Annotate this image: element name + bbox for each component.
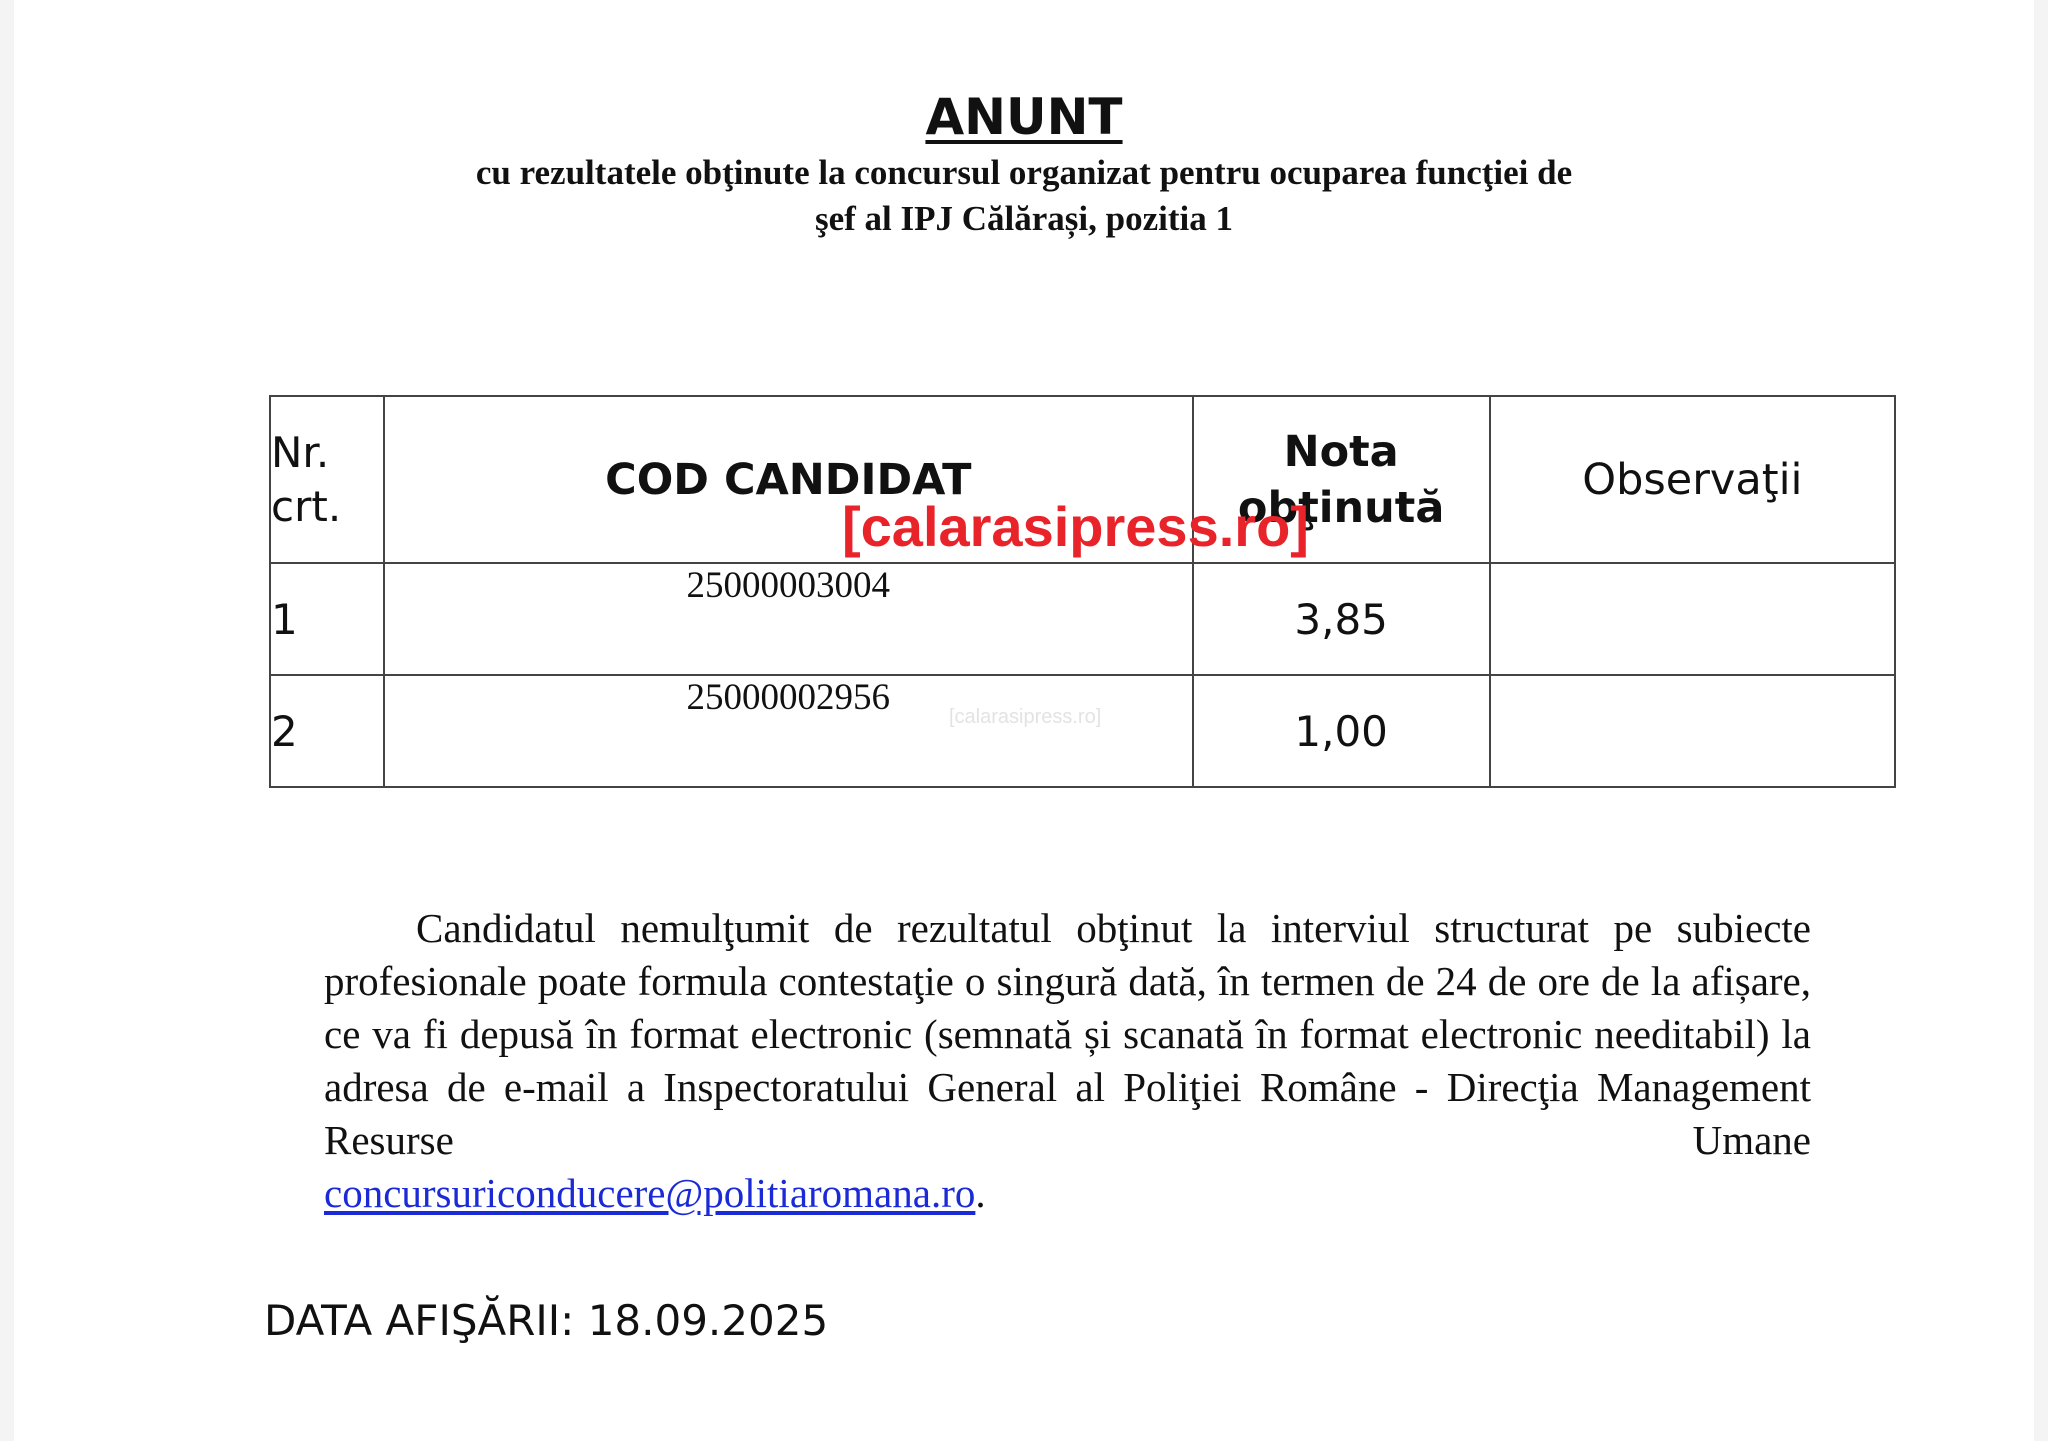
table-row bbox=[270, 675, 1895, 787]
header-observatii: Observaţii bbox=[1490, 396, 1895, 563]
cell-nr: 2 bbox=[270, 675, 384, 787]
email-end-punct: . bbox=[975, 1170, 986, 1216]
date-label: DATA AFIŞĂRII: bbox=[264, 1296, 575, 1345]
header-nota-obtinuta: Nota obţinută bbox=[1193, 396, 1490, 563]
subtitle-line-2: şef al IPJ Călărași, pozitia 1 bbox=[814, 199, 1234, 238]
table-row bbox=[270, 563, 1895, 675]
date-value: 18.09.2025 bbox=[587, 1296, 829, 1345]
document-subtitle bbox=[14, 150, 2034, 242]
cell-cod-candidat: 25000002956 bbox=[384, 675, 1192, 787]
email-line bbox=[324, 1167, 986, 1220]
cell-nota: 1,00 bbox=[1193, 675, 1490, 787]
notice-text: Candidatul nemulţumit de rezultatul obţinut la interviul structurat pe subiecte profesionale poate formula contestaţie o singură dată, în termen de 24 de ore de la afișare, ce va fi depusă în format electronic (semnată și scanată în format electronic needitabil) la adresa de e-mail a Inspectoratului General al Poliţiei Române - Direcţia Management Resurse Umane bbox=[324, 905, 1811, 1163]
cell-observatii bbox=[1490, 675, 1895, 787]
notice-paragraph bbox=[324, 902, 1811, 1167]
watermark-main: [calarasipress.ro] bbox=[842, 495, 1309, 558]
header-nr-crt: Nr. crt. bbox=[270, 396, 384, 563]
results-table bbox=[269, 395, 1896, 788]
document-page bbox=[14, 0, 2034, 1441]
watermark-faint: [calarasipress.ro] bbox=[949, 706, 1102, 728]
email-link[interactable]: concursuriconducere@politiaromana.ro bbox=[324, 1170, 976, 1216]
cell-cod-candidat: 25000003004 bbox=[384, 563, 1192, 675]
document-title: ANUNT bbox=[925, 88, 1123, 146]
header-cod-candidat: COD CANDIDAT bbox=[384, 396, 1192, 563]
cell-nota: 3,85 bbox=[1193, 563, 1490, 675]
cell-observatii bbox=[1490, 563, 1895, 675]
display-date bbox=[264, 1296, 828, 1345]
subtitle-line-1: cu rezultatele obţinute la concursul organizat pentru ocuparea funcţiei de bbox=[475, 153, 1573, 192]
cell-nr: 1 bbox=[270, 563, 384, 675]
